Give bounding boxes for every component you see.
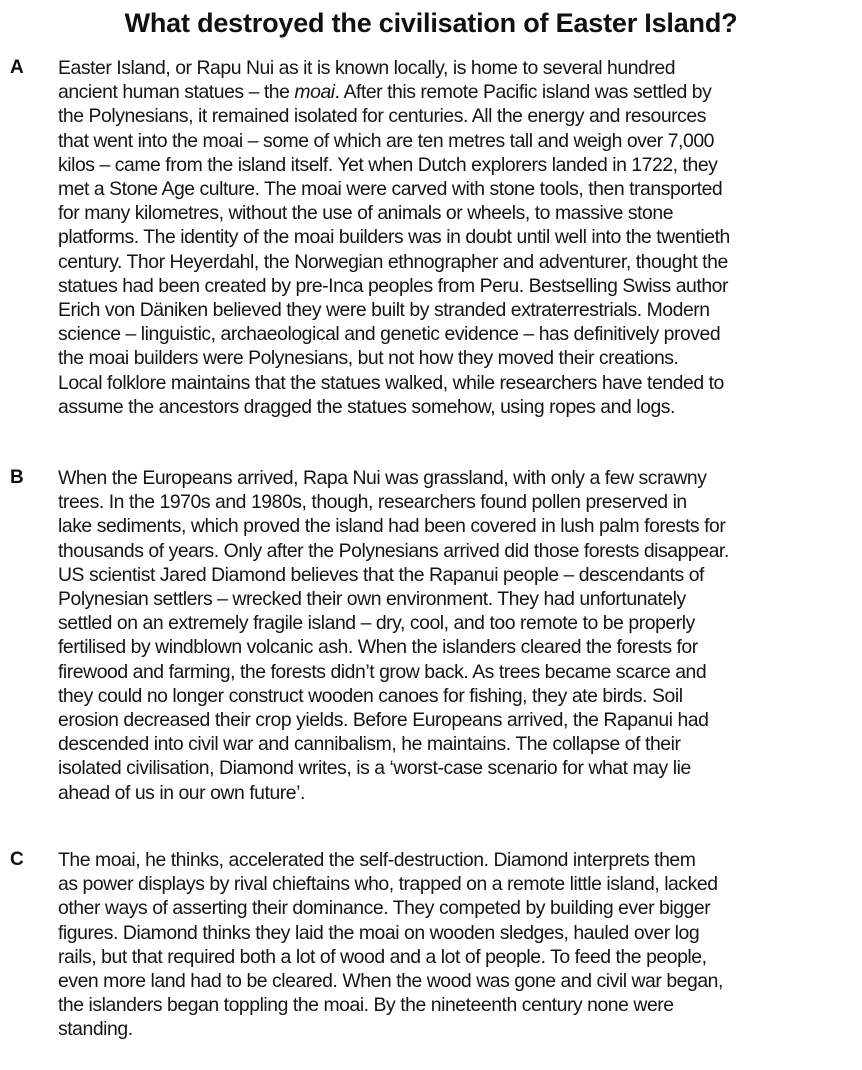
text-line: they could no longer construct wooden canoes for fishing, they ate birds. Soil <box>58 684 683 707</box>
text-line: thousands of years. Only after the Polynesians arrived did those forests disappear. <box>58 539 729 562</box>
text-line: When the Europeans arrived, Rapa Nui was grassland, with only a few scrawny <box>58 467 707 489</box>
text-line: assume the ancestors dragged the statues somehow, using ropes and logs. <box>58 395 675 418</box>
text-line: fertilised by windblown volcanic ash. When the islanders cleared the forests for <box>58 636 698 659</box>
text-line: for many kilometres, without the use of animals or wheels, to massive stone <box>58 202 674 225</box>
text-span: ancient human statues – the <box>58 81 295 104</box>
text-line: standing. <box>58 1018 133 1041</box>
section-text <box>58 466 858 805</box>
text-line: descended into civil war and cannibalism, he maintains. The collapse of their <box>58 733 681 756</box>
text-line: lake sediments, which proved the island had been covered in lush palm forests for <box>58 515 726 538</box>
text-line: century. Thor Heyerdahl, the Norwegian ethnographer and adventurer, thought the <box>58 250 728 273</box>
section-letter: B <box>10 467 24 488</box>
text-line: the moai builders were Polynesians, but not how they moved their creations. <box>58 347 679 370</box>
text-line: The moai, he thinks, accelerated the self-destruction. Diamond interprets them <box>58 849 696 871</box>
text-line: statues had been created by pre-Inca peoples from Peru. Bestselling Swiss author <box>58 274 728 297</box>
page-title: What destroyed the civilisation of Easter Island? <box>124 8 738 38</box>
text-line: Polynesian settlers – wrecked their own environment. They had unfortunately <box>58 588 686 611</box>
text-line: US scientist Jared Diamond believes that the Rapanui people – descendants of <box>58 563 704 586</box>
section-text <box>58 848 858 1042</box>
text-line: even more land had to be cleared. When the wood was gone and civil war began, <box>58 970 723 993</box>
text-line <box>58 80 858 104</box>
text-line: Easter Island, or Rapu Nui as it is known locally, is home to several hundred <box>58 57 676 79</box>
text-line: Erich von Däniken believed they were built by stranded extraterrestrials. Modern <box>58 299 710 322</box>
italic-term: moai <box>294 81 335 104</box>
text-line: science – linguistic, archaeological and genetic evidence – has definitively proved <box>58 323 721 346</box>
text-line: ahead of us in our own future’. <box>58 781 305 804</box>
text-line: rails, but that required both a lot of wood and a lot of people. To feed the people, <box>58 945 707 968</box>
text-line: Local folklore maintains that the statues walked, while researchers have tended to <box>58 371 724 394</box>
text-line: platforms. The identity of the moai builders was in doubt until well into the twentieth <box>58 226 730 249</box>
text-line: isolated civilisation, Diamond writes, is a ‘worst-case scenario for what may lie <box>58 757 691 780</box>
text-line: erosion decreased their crop yields. Before Europeans arrived, the Rapanui had <box>58 709 709 732</box>
text-line: the Polynesians, it remained isolated for centuries. All the energy and resources <box>58 105 706 128</box>
text-line: firewood and farming, the forests didn’t grow back. As trees became scarce and <box>58 660 707 683</box>
text-line: met a Stone Age culture. The moai were carved with stone tools, then transported <box>58 178 723 201</box>
text-line: other ways of asserting their dominance. They competed by building ever bigger <box>58 897 711 920</box>
text-line: figures. Diamond thinks they laid the moai on wooden sledges, hauled over log <box>58 921 700 944</box>
text-span: . After this remote Pacific island was settled by <box>334 81 712 104</box>
text-line: kilos – came from the island itself. Yet when Dutch explorers landed in 1722, they <box>58 153 718 176</box>
section-text <box>58 56 858 419</box>
text-line: that went into the moai – some of which are ten metres tall and weigh over 7,000 <box>58 129 714 152</box>
section-letter: C <box>10 849 24 870</box>
text-line: as power displays by rival chieftains who, trapped on a remote little island, lacked <box>58 873 718 896</box>
text-line: trees. In the 1970s and 1980s, though, researchers found pollen preserved in <box>58 491 687 514</box>
text-line: settled on an extremely fragile island – dry, cool, and too remote to be properly <box>58 612 695 635</box>
section-letter: A <box>10 57 24 78</box>
text-line: the islanders began toppling the moai. By the nineteenth century none were <box>58 994 674 1017</box>
